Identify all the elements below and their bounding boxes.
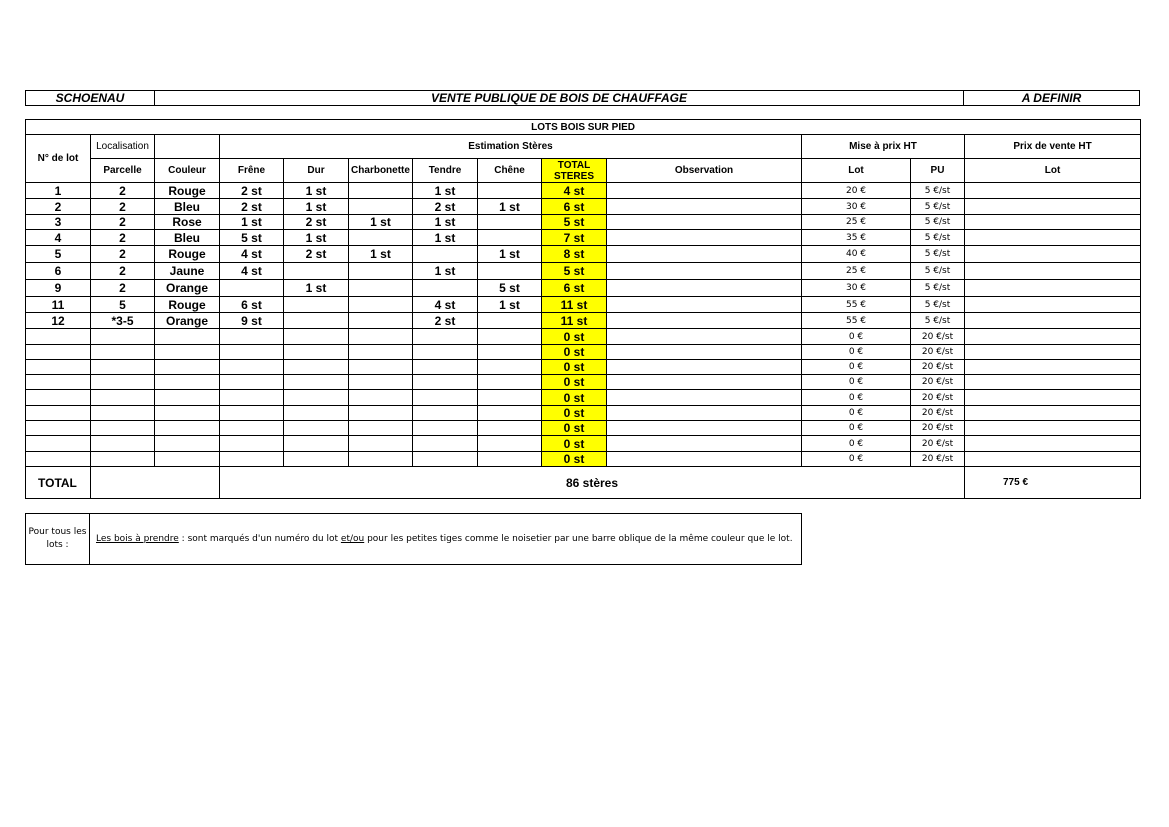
cell-tendre <box>413 452 478 467</box>
cell-price: 0 € <box>802 375 911 390</box>
column-header-row <box>26 159 1141 183</box>
dur-header: Dur <box>284 159 349 183</box>
total-blank <box>91 467 220 499</box>
cell-chene: 1 st <box>478 246 542 263</box>
total-row <box>26 467 1141 499</box>
cell-observation <box>607 452 802 467</box>
table-title: LOTS BOIS SUR PIED <box>26 120 1141 135</box>
group-header-row <box>26 135 1141 159</box>
cell-dur <box>284 406 349 421</box>
cell-frene <box>220 360 284 375</box>
cell-tendre: 1 st <box>413 183 478 199</box>
cell-couleur: Bleu <box>155 230 220 246</box>
cell-couleur <box>155 360 220 375</box>
note-box <box>25 513 802 565</box>
cell-parcelle: 2 <box>91 280 155 297</box>
cell-total: 0 st <box>542 452 607 467</box>
total-steres-header: TOTAL STERES <box>542 159 607 183</box>
table-row <box>26 297 1141 313</box>
table-row <box>26 329 1141 345</box>
cell-charbonette <box>349 360 413 375</box>
cell-dur <box>284 390 349 406</box>
cell-tendre: 1 st <box>413 263 478 280</box>
cell-couleur: Rouge <box>155 183 220 199</box>
table-row <box>26 199 1141 215</box>
cell-lot <box>26 452 91 467</box>
cell-sale <box>965 406 1141 421</box>
cell-total: 0 st <box>542 436 607 452</box>
cell-price: 20 € <box>802 183 911 199</box>
cell-dur <box>284 452 349 467</box>
cell-pu: 20 €/st <box>911 360 965 375</box>
cell-observation <box>607 183 802 199</box>
cell-frene: 4 st <box>220 263 284 280</box>
mise-a-prix-header: Mise à prix HT <box>802 135 965 159</box>
cell-observation <box>607 297 802 313</box>
estimation-header: Estimation Stères <box>220 135 802 159</box>
cell-pu: 20 €/st <box>911 436 965 452</box>
cell-pu: 5 €/st <box>911 230 965 246</box>
cell-chene <box>478 360 542 375</box>
cell-price: 35 € <box>802 230 911 246</box>
cell-pu: 20 €/st <box>911 452 965 467</box>
cell-price: 0 € <box>802 345 911 360</box>
cell-observation <box>607 421 802 436</box>
cell-tendre <box>413 246 478 263</box>
cell-frene: 1 st <box>220 215 284 230</box>
cell-parcelle <box>91 329 155 345</box>
header-table <box>25 90 1140 106</box>
table-row <box>26 246 1141 263</box>
cell-frene: 2 st <box>220 183 284 199</box>
cell-sale <box>965 421 1141 436</box>
cell-tendre <box>413 406 478 421</box>
cell-price: 55 € <box>802 297 911 313</box>
cell-observation <box>607 390 802 406</box>
cell-dur: 1 st <box>284 280 349 297</box>
cell-chene <box>478 230 542 246</box>
cell-frene <box>220 421 284 436</box>
cell-parcelle <box>91 452 155 467</box>
cell-parcelle <box>91 345 155 360</box>
cell-price: 0 € <box>802 436 911 452</box>
cell-frene <box>220 329 284 345</box>
cell-dur: 2 st <box>284 215 349 230</box>
cell-pu: 5 €/st <box>911 215 965 230</box>
cell-couleur <box>155 345 220 360</box>
cell-dur <box>284 345 349 360</box>
cell-total: 5 st <box>542 263 607 280</box>
cell-lot <box>26 421 91 436</box>
cell-chene <box>478 183 542 199</box>
cell-couleur: Rose <box>155 215 220 230</box>
cell-parcelle: 2 <box>91 215 155 230</box>
cell-frene <box>220 345 284 360</box>
cell-pu: 5 €/st <box>911 280 965 297</box>
cell-observation <box>607 360 802 375</box>
cell-observation <box>607 436 802 452</box>
cell-observation <box>607 329 802 345</box>
cell-lot: 2 <box>26 199 91 215</box>
cell-frene <box>220 452 284 467</box>
cell-observation <box>607 199 802 215</box>
document-title: VENTE PUBLIQUE DE BOIS DE CHAUFFAGE <box>155 91 964 106</box>
cell-lot: 6 <box>26 263 91 280</box>
cell-sale <box>965 345 1141 360</box>
note-text-1: : sont marqués d'un numéro du lot <box>178 534 341 544</box>
cell-couleur <box>155 375 220 390</box>
cell-tendre <box>413 390 478 406</box>
cell-charbonette <box>349 263 413 280</box>
cell-sale <box>965 246 1141 263</box>
cell-chene <box>478 436 542 452</box>
pu-header: PU <box>911 159 965 183</box>
cell-tendre: 1 st <box>413 215 478 230</box>
cell-price: 30 € <box>802 199 911 215</box>
cell-couleur <box>155 421 220 436</box>
cell-dur <box>284 313 349 329</box>
cell-parcelle: 2 <box>91 230 155 246</box>
cell-total: 0 st <box>542 421 607 436</box>
cell-dur <box>284 375 349 390</box>
cell-couleur <box>155 390 220 406</box>
cell-charbonette: 1 st <box>349 246 413 263</box>
cell-lot: 11 <box>26 297 91 313</box>
cell-sale <box>965 199 1141 215</box>
table-row <box>26 345 1141 360</box>
cell-chene: 1 st <box>478 297 542 313</box>
cell-charbonette <box>349 452 413 467</box>
cell-total: 6 st <box>542 280 607 297</box>
observation-header: Observation <box>607 159 802 183</box>
note-text-2: pour les petites tiges comme le noisetier par une barre oblique de la même couleur que le lot. <box>364 534 793 544</box>
cell-price: 0 € <box>802 421 911 436</box>
cell-price: 40 € <box>802 246 911 263</box>
cell-couleur: Jaune <box>155 263 220 280</box>
cell-frene <box>220 390 284 406</box>
cell-tendre: 2 st <box>413 199 478 215</box>
cell-couleur: Bleu <box>155 199 220 215</box>
cell-sale <box>965 329 1141 345</box>
cell-charbonette <box>349 297 413 313</box>
cell-parcelle: 2 <box>91 246 155 263</box>
cell-chene <box>478 345 542 360</box>
cell-parcelle: 5 <box>91 297 155 313</box>
cell-sale <box>965 452 1141 467</box>
cell-observation <box>607 406 802 421</box>
couleur-header: Couleur <box>155 159 220 183</box>
cell-couleur: Rouge <box>155 246 220 263</box>
cell-parcelle <box>91 421 155 436</box>
cell-pu: 20 €/st <box>911 421 965 436</box>
cell-lot <box>26 436 91 452</box>
cell-total: 4 st <box>542 183 607 199</box>
cell-dur <box>284 436 349 452</box>
cell-total: 6 st <box>542 199 607 215</box>
note-link: Les bois à prendre <box>96 534 179 544</box>
cell-lot: 9 <box>26 280 91 297</box>
cell-price: 0 € <box>802 360 911 375</box>
cell-charbonette <box>349 313 413 329</box>
cell-parcelle <box>91 406 155 421</box>
cell-charbonette <box>349 436 413 452</box>
cell-parcelle <box>91 390 155 406</box>
cell-total: 11 st <box>542 313 607 329</box>
cell-charbonette <box>349 329 413 345</box>
table-row <box>26 230 1141 246</box>
cell-frene <box>220 280 284 297</box>
cell-pu: 5 €/st <box>911 246 965 263</box>
table-row <box>26 421 1141 436</box>
cell-charbonette <box>349 183 413 199</box>
note-text <box>90 514 802 565</box>
cell-charbonette <box>349 406 413 421</box>
cell-chene <box>478 375 542 390</box>
cell-pu: 5 €/st <box>911 263 965 280</box>
cell-chene <box>478 390 542 406</box>
cell-parcelle: 2 <box>91 183 155 199</box>
cell-lot: 5 <box>26 246 91 263</box>
table-row <box>26 436 1141 452</box>
cell-price: 30 € <box>802 280 911 297</box>
cell-chene <box>478 329 542 345</box>
cell-parcelle <box>91 436 155 452</box>
cell-pu: 20 €/st <box>911 406 965 421</box>
table-row <box>26 313 1141 329</box>
cell-dur: 1 st <box>284 183 349 199</box>
total-price: 775 € <box>965 467 1141 499</box>
cell-price: 25 € <box>802 215 911 230</box>
cell-lot: 12 <box>26 313 91 329</box>
cell-frene: 9 st <box>220 313 284 329</box>
lots-body <box>26 183 1141 467</box>
cell-observation <box>607 313 802 329</box>
cell-parcelle: 2 <box>91 263 155 280</box>
cell-lot <box>26 345 91 360</box>
cell-total: 5 st <box>542 215 607 230</box>
cell-lot <box>26 360 91 375</box>
cell-observation <box>607 215 802 230</box>
cell-total: 0 st <box>542 406 607 421</box>
cell-charbonette <box>349 421 413 436</box>
parcelle-header: Parcelle <box>91 159 155 183</box>
cell-chene <box>478 263 542 280</box>
cell-parcelle <box>91 360 155 375</box>
cell-pu: 5 €/st <box>911 313 965 329</box>
cell-pu: 20 €/st <box>911 375 965 390</box>
charbonette-header: Charbonette <box>349 159 413 183</box>
table-row <box>26 183 1141 199</box>
cell-total: 0 st <box>542 329 607 345</box>
cell-price: 0 € <box>802 390 911 406</box>
table-row <box>26 280 1141 297</box>
cell-pu: 20 €/st <box>911 345 965 360</box>
lot-number-header: N° de lot <box>26 135 91 183</box>
sale-date: A DEFINIR <box>964 91 1140 106</box>
cell-lot: 4 <box>26 230 91 246</box>
cell-charbonette <box>349 230 413 246</box>
cell-tendre <box>413 360 478 375</box>
cell-dur <box>284 421 349 436</box>
sale-lot-header: Lot <box>965 159 1141 183</box>
cell-tendre <box>413 280 478 297</box>
cell-observation <box>607 263 802 280</box>
cell-charbonette <box>349 375 413 390</box>
location-name: SCHOENAU <box>26 91 155 106</box>
table-row <box>26 215 1141 230</box>
cell-couleur <box>155 436 220 452</box>
prix-vente-header: Prix de vente HT <box>965 135 1141 159</box>
cell-observation <box>607 375 802 390</box>
cell-frene: 5 st <box>220 230 284 246</box>
note-label: Pour tous les lots : <box>26 514 90 565</box>
cell-dur <box>284 263 349 280</box>
cell-observation <box>607 246 802 263</box>
cell-price: 0 € <box>802 406 911 421</box>
cell-price: 55 € <box>802 313 911 329</box>
cell-parcelle: *3-5 <box>91 313 155 329</box>
cell-couleur <box>155 452 220 467</box>
cell-tendre <box>413 436 478 452</box>
cell-tendre: 2 st <box>413 313 478 329</box>
cell-dur <box>284 360 349 375</box>
blank-header <box>155 135 220 159</box>
cell-lot: 1 <box>26 183 91 199</box>
cell-charbonette <box>349 199 413 215</box>
cell-total: 8 st <box>542 246 607 263</box>
cell-charbonette <box>349 280 413 297</box>
cell-chene <box>478 215 542 230</box>
cell-parcelle: 2 <box>91 199 155 215</box>
cell-couleur: Orange <box>155 280 220 297</box>
cell-parcelle <box>91 375 155 390</box>
cell-tendre: 4 st <box>413 297 478 313</box>
cell-frene <box>220 436 284 452</box>
cell-tendre <box>413 421 478 436</box>
cell-tendre <box>413 375 478 390</box>
cell-chene <box>478 406 542 421</box>
cell-lot <box>26 329 91 345</box>
cell-sale <box>965 280 1141 297</box>
cell-frene: 2 st <box>220 199 284 215</box>
cell-sale <box>965 360 1141 375</box>
lots-table <box>25 119 1141 499</box>
localisation-header: Localisation <box>91 135 155 159</box>
cell-chene <box>478 313 542 329</box>
table-row <box>26 263 1141 280</box>
note-row <box>26 514 802 565</box>
cell-sale <box>965 215 1141 230</box>
frene-header: Frêne <box>220 159 284 183</box>
note-etou: et/ou <box>340 534 365 544</box>
cell-observation <box>607 345 802 360</box>
cell-frene: 6 st <box>220 297 284 313</box>
cell-pu: 20 €/st <box>911 390 965 406</box>
cell-total: 0 st <box>542 360 607 375</box>
cell-total: 7 st <box>542 230 607 246</box>
cell-sale <box>965 436 1141 452</box>
cell-couleur: Orange <box>155 313 220 329</box>
cell-chene <box>478 452 542 467</box>
cell-observation <box>607 230 802 246</box>
cell-pu: 5 €/st <box>911 297 965 313</box>
cell-sale <box>965 375 1141 390</box>
tendre-header: Tendre <box>413 159 478 183</box>
cell-dur <box>284 329 349 345</box>
cell-sale <box>965 390 1141 406</box>
cell-chene <box>478 421 542 436</box>
cell-dur: 2 st <box>284 246 349 263</box>
cell-price: 25 € <box>802 263 911 280</box>
cell-charbonette: 1 st <box>349 215 413 230</box>
cell-couleur <box>155 329 220 345</box>
chene-header: Chêne <box>478 159 542 183</box>
cell-lot <box>26 375 91 390</box>
cell-couleur: Rouge <box>155 297 220 313</box>
cell-total: 0 st <box>542 390 607 406</box>
cell-lot <box>26 406 91 421</box>
cell-lot <box>26 390 91 406</box>
cell-chene: 5 st <box>478 280 542 297</box>
cell-tendre <box>413 345 478 360</box>
cell-sale <box>965 297 1141 313</box>
cell-frene <box>220 375 284 390</box>
cell-sale <box>965 230 1141 246</box>
total-label: TOTAL <box>26 467 91 499</box>
cell-pu: 5 €/st <box>911 199 965 215</box>
lot-price-header: Lot <box>802 159 911 183</box>
cell-price: 0 € <box>802 452 911 467</box>
cell-dur <box>284 297 349 313</box>
cell-total: 11 st <box>542 297 607 313</box>
cell-chene: 1 st <box>478 199 542 215</box>
cell-pu: 20 €/st <box>911 329 965 345</box>
table-row <box>26 375 1141 390</box>
cell-charbonette <box>349 345 413 360</box>
cell-tendre: 1 st <box>413 230 478 246</box>
cell-dur: 1 st <box>284 230 349 246</box>
cell-dur: 1 st <box>284 199 349 215</box>
cell-pu: 5 €/st <box>911 183 965 199</box>
cell-sale <box>965 313 1141 329</box>
total-steres: 86 stères <box>220 467 965 499</box>
table-row <box>26 360 1141 375</box>
cell-sale <box>965 183 1141 199</box>
cell-sale <box>965 263 1141 280</box>
cell-lot: 3 <box>26 215 91 230</box>
cell-couleur <box>155 406 220 421</box>
cell-total: 0 st <box>542 375 607 390</box>
cell-frene <box>220 406 284 421</box>
cell-frene: 4 st <box>220 246 284 263</box>
cell-tendre <box>413 329 478 345</box>
table-row <box>26 452 1141 467</box>
cell-charbonette <box>349 390 413 406</box>
table-row <box>26 390 1141 406</box>
cell-price: 0 € <box>802 329 911 345</box>
header-row <box>26 91 1140 106</box>
cell-observation <box>607 280 802 297</box>
table-title-row <box>26 120 1141 135</box>
table-row <box>26 406 1141 421</box>
cell-total: 0 st <box>542 345 607 360</box>
